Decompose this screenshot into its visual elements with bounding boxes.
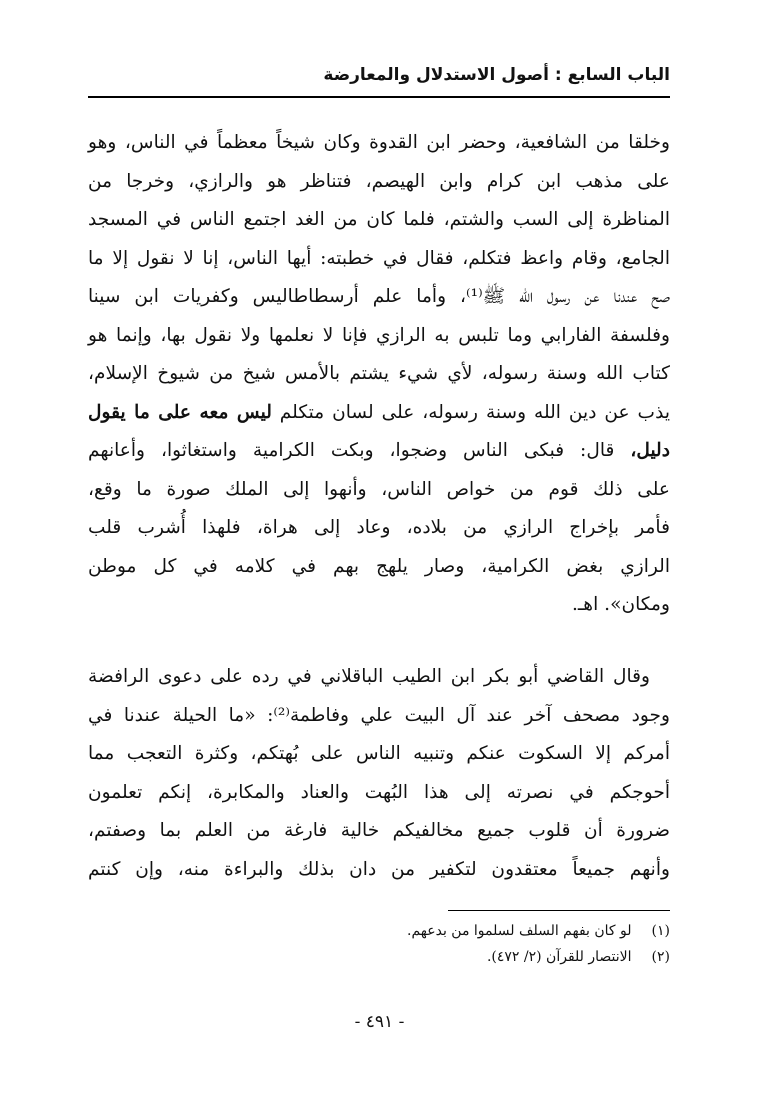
footnote-number: (١)	[651, 923, 670, 939]
bold-word: دليل،	[630, 440, 670, 461]
text-line: كتاب الله وسنة رسوله، لأي شيء يشتم بالأمس شيخ من شيوخ الإسلام،	[88, 363, 670, 384]
text-line: الرازي بغض الكرامية، وصار يلهج بهم في كلامه في كل موطن	[88, 555, 670, 577]
text-line: وخلقا من الشافعية، وحضر ابن القدوة وكان شيخاً معظماً في الناس، وهو	[88, 132, 670, 153]
page-number: - ٤٩١ -	[354, 1012, 405, 1032]
text-line: المناظرة إلى السب والشتم، فلما كان من الغد اجتمع الناس في المسجد	[88, 209, 670, 230]
text-line: على مذهب ابن كرام وابن الهيصم، فتناظر هو والرازي، وخرجا من	[88, 170, 670, 192]
footnotes	[88, 918, 670, 970]
header-divider	[88, 96, 670, 98]
text-line: على ذلك قوم من خواص الناس، وأنهوا إلى الملك صورة ما وقع،	[88, 478, 670, 500]
text-line: ضرورة أن قلوب جميع مخالفيكم خالية فارغة من العلم بما وصفتم،	[88, 820, 670, 841]
text-line	[88, 432, 670, 471]
footnote-number: (٢)	[651, 949, 670, 965]
text-segment: قال: فبكى الناس وضجوا، وبكت الكرامية واستغاثوا، وأعانهم	[88, 440, 631, 461]
bold-phrase: ليس معه على ما يقول	[88, 401, 272, 423]
text-line: ومكان». اهـ.	[571, 594, 670, 615]
text-line: وجود مصحف آخر عند آل البيت علي وفاطمة⁽²⁾: «ما الحيلة عندنا في	[88, 704, 670, 726]
text-line: فأمر بإخراج الرازي من بلاده، وعاد إلى هراة، فلهذا أُشرب قلب	[88, 517, 670, 538]
text-line: أحوجكم في نصرته إلى هذا البُهت والعناد والمكابرة، إنكم تعلمون	[88, 781, 670, 803]
text-line: وفلسفة الفارابي وما تلبس به الرازي فإنا لا نعلمها ولا نقول بها، وإنما هو	[88, 324, 670, 346]
footnote-divider	[448, 910, 670, 911]
text-line: الجامع، وقام واعظ فتكلم، فقال في خطبته: أيها الناس، إنا لا نقول إلا ما	[88, 247, 670, 269]
paragraph-1	[88, 124, 670, 625]
text-line: وقال القاضي أبو بكر ابن الطيب الباقلاني في رده على دعوى الرافضة	[88, 666, 650, 687]
footnote-text: الانتصار للقرآن (٢/ ٤٧٢).	[486, 949, 632, 965]
text-line: وأنهم جميعاً معتقدون لتكفير من دان بذلك والبراءة منه، وإن كنتم	[88, 858, 670, 880]
text-line: أمركم إلا السكوت عنكم وتنبيه الناس على بُهتكم، وكثرة التعجب مما	[88, 743, 670, 764]
text-line: صح عندنا عن رسول الله ﷺ⁽¹⁾، وأما علم أرسطاطاليس وكفريات ابن سينا	[88, 286, 670, 307]
text-line	[88, 394, 670, 433]
text-segment: يذب عن دين الله وسنة رسوله، على لسان متكلم	[279, 401, 670, 423]
footnote-item	[88, 918, 670, 944]
footnote-text: لو كان بفهم السلف لسلموا من بدعهم.	[407, 923, 632, 939]
paragraph-2	[88, 658, 670, 889]
running-header: الباب السابع : أصول الاستدلال والمعارضة	[323, 65, 670, 85]
footnote-item	[88, 944, 670, 970]
